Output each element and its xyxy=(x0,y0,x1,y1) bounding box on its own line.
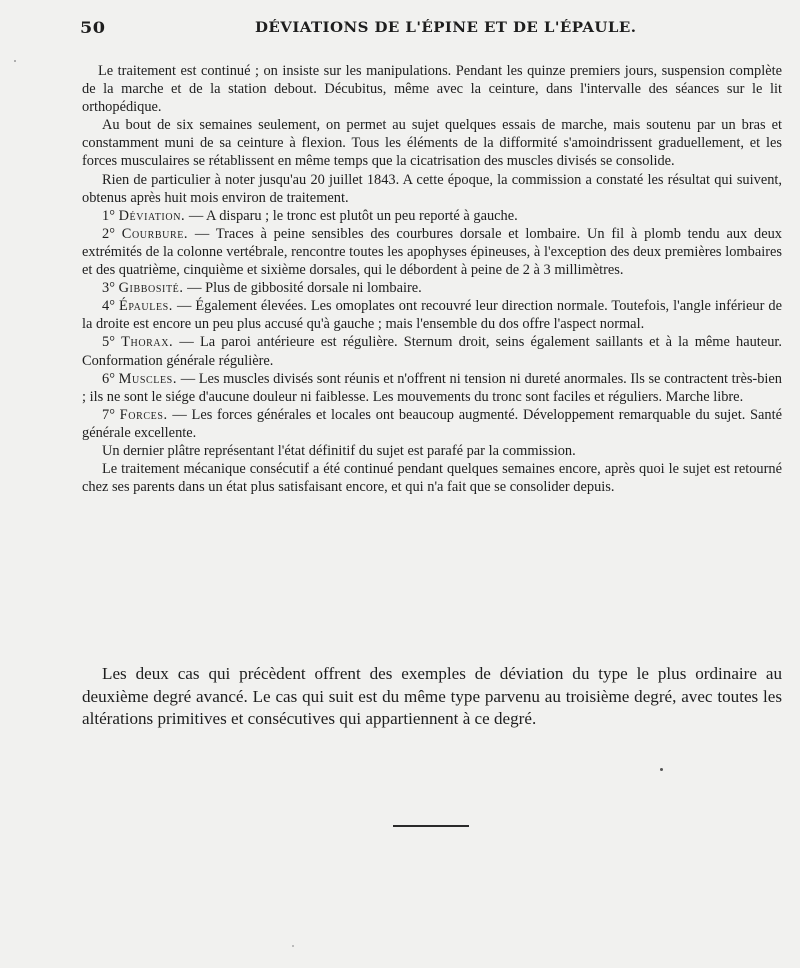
result-item-text: — Traces à peine sensibles des courbures dorsale et lombaire. Un fil à plomb tendu aux deux extrémités de la colonne vertébrale, rencontre toutes les apophyses épineuses, à l'exception des deux premières lombaires et des quatrième, cinquième et sixième dorsales, qui le débordent à peine de 2 à 3 millimètres. xyxy=(82,225,782,279)
result-item-label: Gibbosité. xyxy=(118,280,184,297)
ink-speck xyxy=(660,768,663,771)
result-item-label: Courbure. xyxy=(121,225,189,242)
paragraph-treatment: Le traitement est continué ; on insiste sur les manipulations. Pendant les quinze premiers jours, suspension complète de la marche et de la station debout. Décubitus, même avec la ceinture, dans l'intervalle des séances sur le lit orthopédique. xyxy=(82,63,782,116)
result-item-text: — Les muscles divisés sont réunis et n'offrent ni tension ni dureté anormales. Ils se contractent très-bien ; ils ne sont le siége d'aucune douleur ni faiblesse. Les mouvements du tronc sont faciles et réguliers. Marche libre. xyxy=(82,370,782,405)
result-item-gibbosite xyxy=(82,279,782,297)
result-item-forces xyxy=(82,406,782,442)
page-header xyxy=(80,18,770,42)
result-item-label: Déviation. xyxy=(118,207,186,224)
paragraph-plaster: Un dernier plâtre représentant l'état définitif du sujet est parafé par la commission. xyxy=(102,442,576,459)
result-item-label: Épaules. xyxy=(118,298,174,315)
result-item-muscles xyxy=(82,370,782,406)
result-item-label: Forces. xyxy=(119,406,168,423)
paragraph-results-intro: Rien de particulier à noter jusqu'au 20 juillet 1843. A cette époque, la commission a constaté les résultat qui suivent, obtenus après huit mois environ de traitement. xyxy=(82,171,782,206)
page-number: 50 xyxy=(80,18,106,37)
result-item-label: Muscles. xyxy=(118,370,178,387)
result-item-text: — La paroi antérieure est régulière. Sternum droit, seins également saillants et à la même hauteur. Conformation générale régulière. xyxy=(82,334,782,369)
paragraph-six-weeks: Au bout de six semaines seulement, on permet au sujet quelques essais de marche, mais soutenu par un bras et constamment muni de sa ceinture à flexion. Tous les éléments de la difformité s'amoindrissent graduellement, et les forces musculaires se rétablissent en même temps que la cicatrisation des muscles divisés se consolide. xyxy=(82,117,782,170)
running-title: DÉVIATIONS DE L'ÉPINE ET DE L'ÉPAULE. xyxy=(255,20,637,36)
result-item-number: 5° xyxy=(102,334,115,351)
conclusion-paragraph: Les deux cas qui précèdent offrent des exemples de déviation du type le plus ordinaire au deuxième degré avancé. Le cas qui suit est du même type parvenu au troisième degré, avec toutes les altérations primitives et consécutives qui appartiennent à ce degré. xyxy=(82,664,782,728)
body-text xyxy=(82,62,782,496)
result-item-number: 1° xyxy=(102,207,115,224)
result-item-number: 4° xyxy=(102,298,115,315)
result-item-label: Thorax. xyxy=(121,334,174,351)
result-item-courbure xyxy=(82,225,782,279)
result-item-text: — A disparu ; le tronc est plutôt un peu reporté à gauche. xyxy=(185,207,518,224)
result-item-number: 7° xyxy=(102,406,115,423)
result-item-number: 6° xyxy=(102,370,115,387)
result-item-deviation xyxy=(82,207,782,225)
result-item-text: — Les forces générales et locales ont beaucoup augmenté. Développement remarquable du sujet. Santé générale excellente. xyxy=(82,406,782,441)
conclusion-section xyxy=(82,663,782,731)
result-item-thorax xyxy=(82,333,782,369)
result-item-number: 2° xyxy=(102,225,115,242)
result-item-text: — Également élevées. Les omoplates ont recouvré leur direction normale. Toutefois, l'angle inférieur de la droite est encore un peu plus accusé qu'à gauche ; mais l'ensemble du dos offre l'aspect normal. xyxy=(82,298,782,333)
section-divider xyxy=(393,825,469,827)
result-item-number: 3° xyxy=(102,280,115,297)
result-item-text: — Plus de gibbosité dorsale ni lombaire. xyxy=(183,280,422,297)
ink-speck xyxy=(292,945,294,947)
result-item-epaules xyxy=(82,297,782,333)
paragraph-follow-up: Le traitement mécanique consécutif a été continué pendant quelques semaines encore, après quoi le sujet est retourné chez ses parents dans un état plus satisfaisant encore, et qui n'a fait que se consolider depuis. xyxy=(82,461,782,496)
ink-speck xyxy=(14,60,16,62)
